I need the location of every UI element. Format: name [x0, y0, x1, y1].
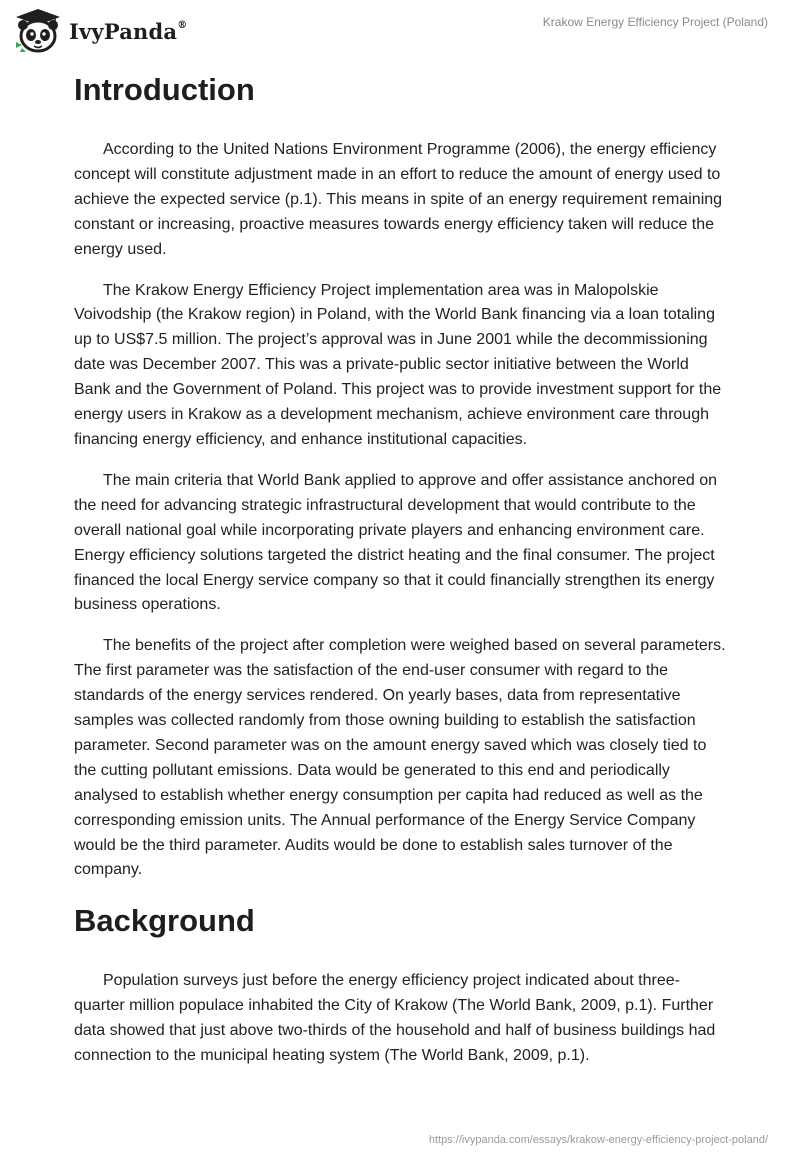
brand-name-text: IvyPanda: [69, 18, 178, 44]
ivypanda-logo[interactable]: [14, 8, 187, 54]
source-url[interactable]: https://ivypanda.com/essays/krakow-energy-efficiency-project-poland/: [428, 1134, 768, 1146]
intro-paragraph-3: The main criteria that World Bank applied to approve and offer assistance anchored on the need for advancing strategic infrastructural development that would contribute to the overall national goal while incorporating private players and enhancing environment care. Energy efficiency solutions targeted the district heating and the final consumer. The project financed the local Energy service company so that it could financially strengthen its energy business operations.: [74, 471, 717, 614]
intro-paragraph-4: The benefits of the project after completion were weighed based on several parameters. The first parameter was the satisfaction of the end-user consumer with regard to the standards of the energy services rendered. On yearly bases, data from representative samples was collected randomly from those owning building to establish the satisfaction parameter. Second parameter was on the amount energy saved which was closely tied to the cutting pollutant emissions. Data would be generated to this end and periodically analysed to establish whether energy consumption per capita had reduced as well as the corresponding emission units. The Annual performance of the Energy Service Company would be the third parameter. Audits would be done to establish sales turnover of the company.: [74, 637, 726, 879]
page-header: [0, 0, 800, 62]
brand-name: [69, 19, 187, 44]
intro-paragraph-2: The Krakow Energy Efficiency Project implementation area was in Malopolskie Voivodship (the Krakow region) in Poland, with the World Bank financing via a loan totaling up to US$7.5 million. The project’s approval was in June 2001 while the decommissioning date was December 2007. This was a private-public sector initiative between the World Bank and the Government of Poland. This project was to provide investment support for the energy users in Krakow as a development mechanism, achieve environment care through financing energy efficiency, and enhance institutional capacities.: [74, 281, 722, 448]
intro-paragraph-1: According to the United Nations Environment Programme (2006), the energy efficiency concept will constitute adjustment made in an effort to reduce the amount of energy used to achieve the expected service (p.1). This means in spite of an energy requirement remaining constant or increasing, proactive measures towards energy efficiency taken will reduce the energy used.: [74, 141, 723, 258]
registered-mark: ®: [177, 19, 188, 31]
panda-mascot-icon: [14, 8, 62, 54]
introduction-heading: Introduction: [74, 72, 255, 107]
essay-content: [74, 68, 726, 1085]
document-title: Krakow Energy Efficiency Project (Poland): [542, 15, 768, 29]
background-heading: Background: [74, 903, 255, 939]
background-paragraph-1: Population surveys just before the energy efficiency project indicated about three-quarter million populace inhabited the City of Krakow (The World Bank, 2009, p.1). Further data showed that just above two-thirds of the household and half of business buildings had connection to the municipal heating system (The World Bank, 2009, p.1).: [74, 972, 716, 1065]
